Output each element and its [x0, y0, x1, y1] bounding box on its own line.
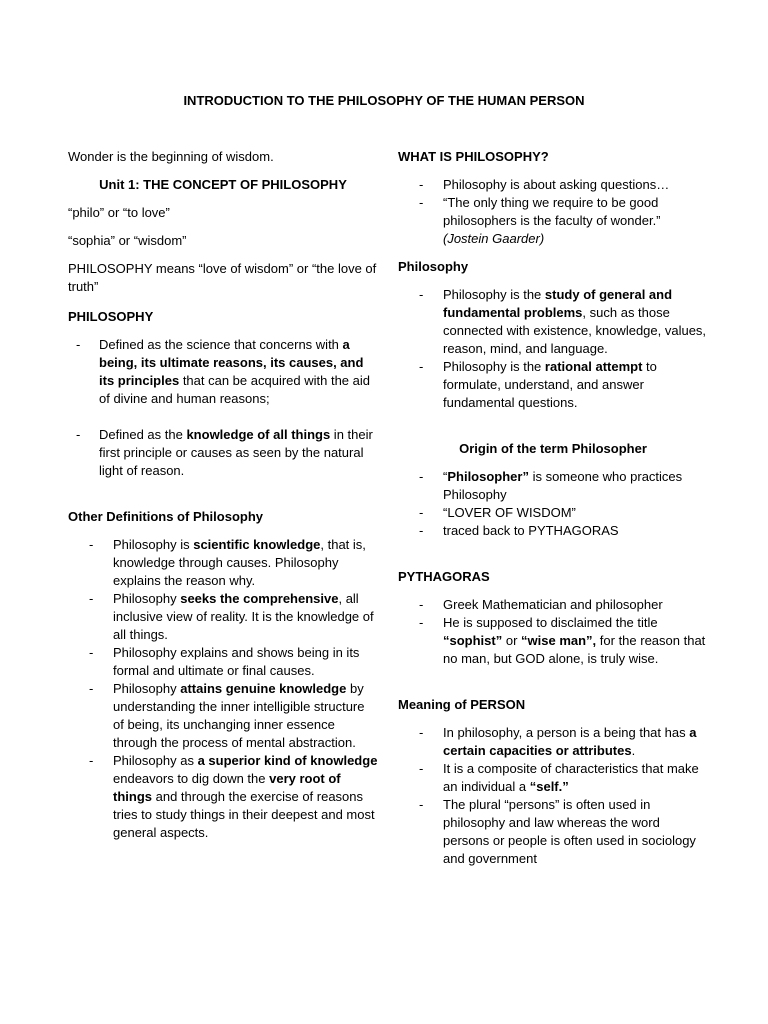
list-item: - Philosophy attains genuine knowledge by understanding the inner intelligible structure of being, its unchanging inner essence through the process of mental abstraction. — [68, 680, 378, 752]
list-item: - Greek Mathematician and philosopher — [398, 596, 708, 614]
list-item: - Philosophy as a superior kind of knowledge endeavors to dig down the very root of things and through the exercise of reasons tries to study things in their deepest and most general aspects. — [68, 752, 378, 842]
list-item: - “LOVER OF WISDOM” — [398, 504, 708, 522]
philosophy-list — [398, 286, 708, 412]
list-item: - Philosophy is the rational attempt to formulate, understand, and answer fundamental questions. — [398, 358, 708, 412]
other-definitions-list — [68, 536, 378, 842]
list-item: - Philosophy explains and shows being in its formal and ultimate or final causes. — [68, 644, 378, 680]
right-column — [398, 148, 708, 868]
person-heading: Meaning of PERSON — [398, 697, 526, 712]
list-item: - Philosophy is about asking questions… — [398, 176, 708, 194]
pythagoras-list — [398, 596, 708, 668]
origin-heading: Origin of the term Philosopher — [459, 441, 647, 456]
philosophy-heading: PHILOSOPHY — [68, 309, 154, 324]
unit-heading: Unit 1: THE CONCEPT OF PHILOSOPHY — [99, 177, 347, 192]
document-title: INTRODUCTION TO THE PHILOSOPHY OF THE HUMAN PERSON — [183, 93, 585, 108]
philo-text: “philo” or “to love” — [68, 205, 170, 220]
list-item: - Defined as the knowledge of all things in their first principle or causes as seen by the natural light of reason. — [68, 426, 378, 480]
list-item: - Philosophy is the study of general and fundamental problems, such as those connected with existence, knowledge, values, reason, mind, and language. — [398, 286, 708, 358]
list-item: - In philosophy, a person is a being that has a certain capacities or attributes. — [398, 724, 708, 760]
list-item: - The plural “persons” is often used in philosophy and law whereas the word persons or people is often used in sociology and government — [398, 796, 708, 868]
what-is-philosophy-heading: WHAT IS PHILOSOPHY? — [398, 149, 549, 164]
list-item: - Defined as the science that concerns with a being, its ultimate reasons, its causes, and its principles that can be acquired with the aid of divine and human reasons; — [68, 336, 378, 408]
sophia-text: “sophia” or “wisdom” — [68, 233, 187, 248]
list-item: - traced back to PYTHAGORAS — [398, 522, 708, 540]
intro-text: Wonder is the beginning of wisdom. — [68, 149, 274, 164]
list-item: - He is supposed to disclaimed the title “sophist” or “wise man”, for the reason that no man, but GOD alone, is truly wise. — [398, 614, 708, 668]
other-definitions-heading: Other Definitions of Philosophy — [68, 509, 263, 524]
list-item: - It is a composite of characteristics that make an individual a “self.” — [398, 760, 708, 796]
left-column — [68, 148, 378, 842]
pythagoras-heading: PYTHAGORAS — [398, 569, 490, 584]
list-item: - “Philosopher” is someone who practices Philosophy — [398, 468, 708, 504]
philosophy-meaning: PHILOSOPHY means “love of wisdom” or “the love of truth” — [68, 261, 377, 294]
list-item: - Philosophy is scientific knowledge, that is, knowledge through causes. Philosophy explains the reason why. — [68, 536, 378, 590]
philosophy-subheading: Philosophy — [398, 259, 469, 274]
list-item: - Philosophy seeks the comprehensive, all inclusive view of reality. It is the knowledge of all things. — [68, 590, 378, 644]
person-list — [398, 724, 708, 868]
philosophy-definitions-list — [68, 336, 378, 480]
citation: (Jostein Gaarder) — [443, 231, 545, 246]
what-is-philosophy-list — [398, 176, 708, 248]
list-item: - “The only thing we require to be good philosophers is the faculty of wonder.” (Jostein Gaarder) — [398, 194, 708, 248]
origin-list — [398, 468, 708, 540]
